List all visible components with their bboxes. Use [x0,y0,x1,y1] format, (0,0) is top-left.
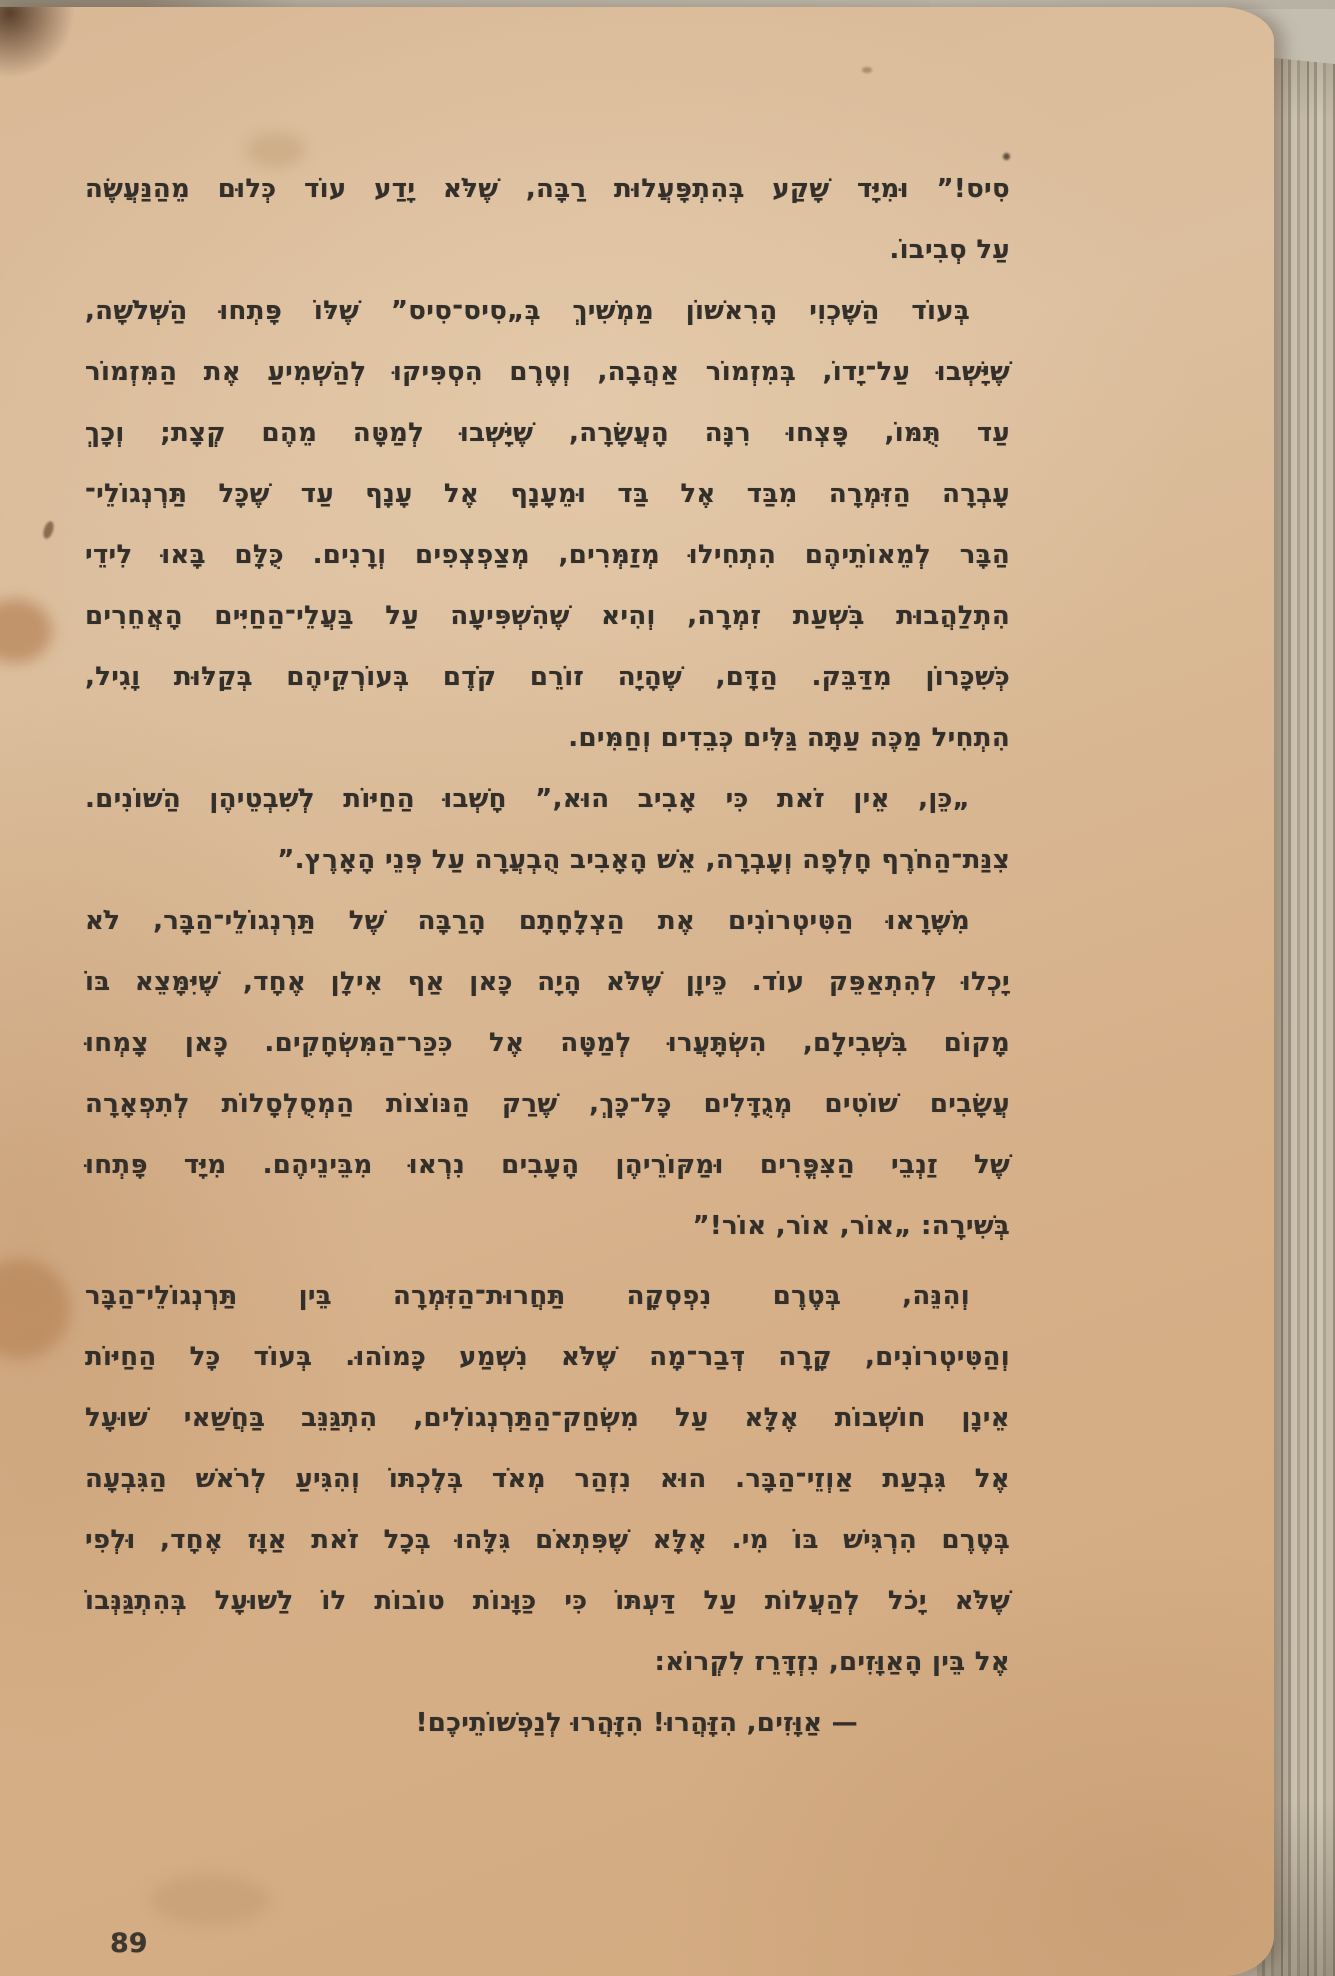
body-text [85,159,1010,1754]
text-line: שֶׁלֹּא יָכֹל לְהַעֲלוֹת עַל דַּעְתּוֹ כִּי כַּוָּנוֹת טוֹבוֹת לוֹ לַשּׁוּעָל בְּהִתְגַּנְּבוֹ [85,1586,1010,1616]
book-page [0,7,1274,1976]
text-line: צִנַּת־הַחֹרֶף חָלְפָה וְעָבְרָה, אֵשׁ הָאָבִיב הֻבְעֲרָה עַל פְּנֵי הָאָרֶץ.” [277,845,1010,875]
text-line: מִשֶּׁרָאוּ הַטִּיטְרוֹנִים אֶת הַצְלָחָתָם הָרַבָּה שֶׁל תַּרְנְגוֹלֵי־הַבָּר, לֹא [85,906,970,936]
text-line: מָקוֹם בִּשְׁבִילָם, הִשְׂתָּעֲרוּ לְמַטָּה אֶל כִּכַּר־הַמִּשְׂחָקִים. כָּאן צָמְחוּ [85,1028,1010,1058]
text-line: עַל סְבִיבוֹ. [889,235,1010,265]
dialogue-line: — אַוָּזִים, הִזָּהֲרוּ! הִזָּהֲרוּ לְנַפְשׁוֹתֵיכֶם! [415,1708,858,1738]
text-line: הִתְלַהֲבוּת בִּשְׁעַת זִמְרָה, וְהִיא שֶׁהִשְׁפִּיעָה עַל בַּעֲלֵי־הַחַיִּים הָאֲחֵרִים [85,601,1010,631]
paper-stain [150,1875,270,1925]
text-line: עָבְרָה הַזִּמְרָה מִבַּד אֶל בַּד וּמֵעָנָף אֶל עָנָף עַד שֶׁכָּל תַּרְנְגוֹלֵי־ [85,479,1010,509]
text-line: אֶל גִּבְעַת אַוְזֵי־הַבָּר. הוּא נִזְהַר מְאֹד בְּלֶכְתּוֹ וְהִגִּיעַ לְרֹאשׁ הַגִּבְעָה [85,1464,1010,1494]
text-line: הַבָּר לְמֵאוֹתֵיהֶם הִתְחִילוּ מְזַמְּרִים, מְצַפְצְפִים וְרָנִים. כֻּלָּם בָּאוּ לִידֵי [85,540,1010,570]
text-line: עֲשָׂבִים שׁוֹטִים מְגֻדָּלִים כָּל־כָּךְ, שֶׁרַק הַנּוֹצוֹת הַמְסֻלְסָלוֹת לְתִפְאָרָה [85,1089,1010,1119]
text-line: אֶל בֵּין הָאַוָּזִים, נִזְדָּרֵז לִקְרוֹא: [654,1647,1010,1677]
text-line: „כֵּן, אֵין זֹאת כִּי אָבִיב הוּא,” חָשְׁבוּ הַחַיּוֹת לְשִׁבְטֵיהֶן הַשּׁוֹנִים. [85,784,970,814]
page-number: 89 [110,1928,148,1959]
text-line: שֶׁיָּשְׁבוּ עַל־יָדוֹ, בְּמִזְמוֹר אַהֲבָה, וְטֶרֶם הִסְפִּיקוּ לְהַשְׁמִיעַ אֶת הַמִּזְמוֹר [85,357,1010,387]
ink-speck [862,67,872,73]
text-line: שֶׁל זַנְבֵי הַצִּפֳּרִים וּמַקּוֹרֵיהֶן הָעָבִים נִרְאוּ מִבֵּינֵיהֶם. מִיָּד פָּתְחוּ [85,1150,1010,1180]
text-line: בְּשִׁירָה: „אוֹר, אוֹר, אוֹר!” [692,1211,1010,1241]
text-line: בְּטֶרֶם הִרְגִּישׁ בּוֹ מִי. אֶלָּא שֶׁפִּתְאֹם גִּלָּהוּ בְּכָל זֹאת אַוָּז אֶחָד, וּלְפִי [85,1525,1010,1555]
paper-stain [0,599,52,663]
text-line: וְהַטִּיטְרוֹנִים, קָרָה דְּבַר־מָה שֶׁלֹּא נִשְׁמַע כָּמוֹהוּ. בְּעוֹד כָּל הַחַיּוֹת [85,1342,1010,1372]
text-line: עַד תֻּמּוֹ, פָּצְחוּ רִנָּה הָעֲשָׂרָה, שֶׁיָּשְׁבוּ לְמַטָּה מֵהֶם קְצָת; וְכָךְ [85,418,1010,448]
text-line: יָכְלוּ לְהִתְאַפֵּק עוֹד. כֵּיוָן שֶׁלֹּא הָיָה כָּאן אַף אִילָן אֶחָד, שֶׁיִּמָּצֵא בּוֹ [85,967,1010,997]
text-line: סִיס!” וּמִיָּד שָׁקַע בְּהִתְפָּעֲלוּת רַבָּה, שֶׁלֹּא יָדַע עוֹד כְּלוּם מֵהַנַּעֲשֶׂה [85,174,1010,204]
text-line: אֵינָן חוֹשְׁבוֹת אֶלָּא עַל מִשְׂחַק־הַתַּרְנְגוֹלִים, הִתְגַּנֵּב בַּחֲשַׁאי שׁוּעָל [85,1403,1010,1433]
text-line: כְּשִׁכָּרוֹן מִדַּבֵּק. הַדָּם, שֶׁהָיָה זוֹרֵם קֹדֶם בְּעוֹרְקֵיהֶם בְּקַלּוּת וָגִיל, [85,662,1010,692]
text-line: וְהִנֵּה, בְּטֶרֶם נִפְסְקָה תַּחֲרוּת־הַזִּמְרָה בֵּין תַּרְנְגוֹלֵי־הַבָּר [85,1281,970,1311]
paper-stain [0,1259,70,1359]
text-line: בְּעוֹד הַשֶּׁכְוִי הָרִאשׁוֹן מַמְשִׁיךְ בְּ„סִיס־סִיס” שֶׁלּוֹ פָּתְחוּ הַשְּׁלֹשָׁה, [85,296,970,326]
text-line: הִתְחִיל מַכֶּה עַתָּה גַּלִּים כְּבֵדִים וְחַמִּים. [568,723,1010,753]
ink-speck [41,520,55,540]
